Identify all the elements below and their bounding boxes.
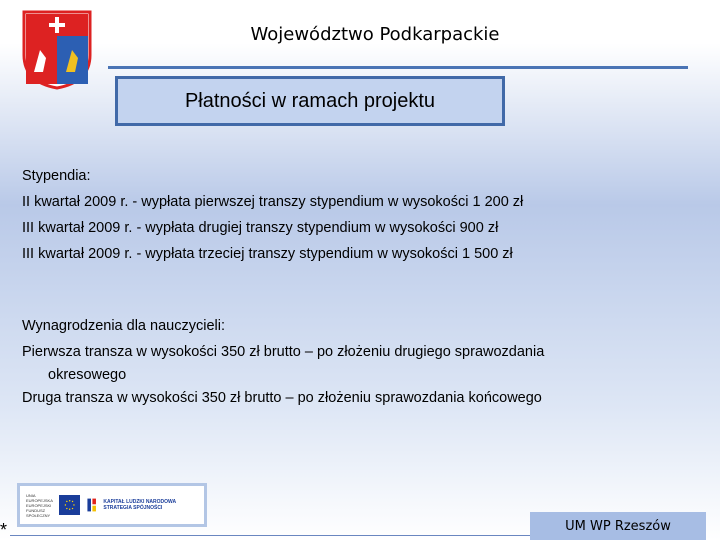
slide-title: Płatności w ramach projektu	[115, 76, 505, 126]
wynagrodzenia-heading: Wynagrodzenia dla nauczycieli:	[22, 318, 225, 334]
footer-divider	[10, 535, 530, 536]
eu-flag-icon	[59, 495, 80, 515]
slide-content	[22, 163, 702, 411]
header-divider	[108, 66, 688, 69]
coat-of-arms-logo	[22, 10, 92, 90]
kapital-ludzki-text: KAPITAŁ LUDZKI NARODOWA STRATEGIA SPÓJNOŚCI	[103, 499, 176, 511]
stypendia-line: II kwartał 2009 r. - wypłata pierwszej transzy stypendium w wysokości 1 200 zł	[22, 194, 524, 210]
wynagrodzenia-line: Druga transza w wysokości 350 zł brutto – po złożeniu sprawozdania końcowego	[22, 390, 542, 406]
footer-label: UM WP Rzeszów	[530, 512, 706, 540]
ue-logo-text: UNIA EUROPEJSKA EUROPEJSKI FUNDUSZ SPOŁECZNY	[26, 492, 53, 518]
stypendia-line: III kwartał 2009 r. - wypłata trzeciej transzy stypendium w wysokości 1 500 zł	[22, 246, 513, 262]
stypendia-line: III kwartał 2009 r. - wypłata drugiej transzy stypendium w wysokości 900 zł	[22, 220, 499, 236]
footer-star: *	[0, 520, 8, 540]
header-title: Województwo Podkarpackie	[250, 24, 500, 45]
kapital-ludzki-icon	[86, 494, 97, 516]
wynagrodzenia-line-continuation: okresowego	[48, 367, 127, 383]
wynagrodzenia-line: Pierwsza transza w wysokości 350 zł brutto – po złożeniu drugiego sprawozdania	[22, 344, 545, 360]
funding-logos	[17, 483, 207, 527]
stypendia-heading: Stypendia:	[22, 168, 91, 184]
